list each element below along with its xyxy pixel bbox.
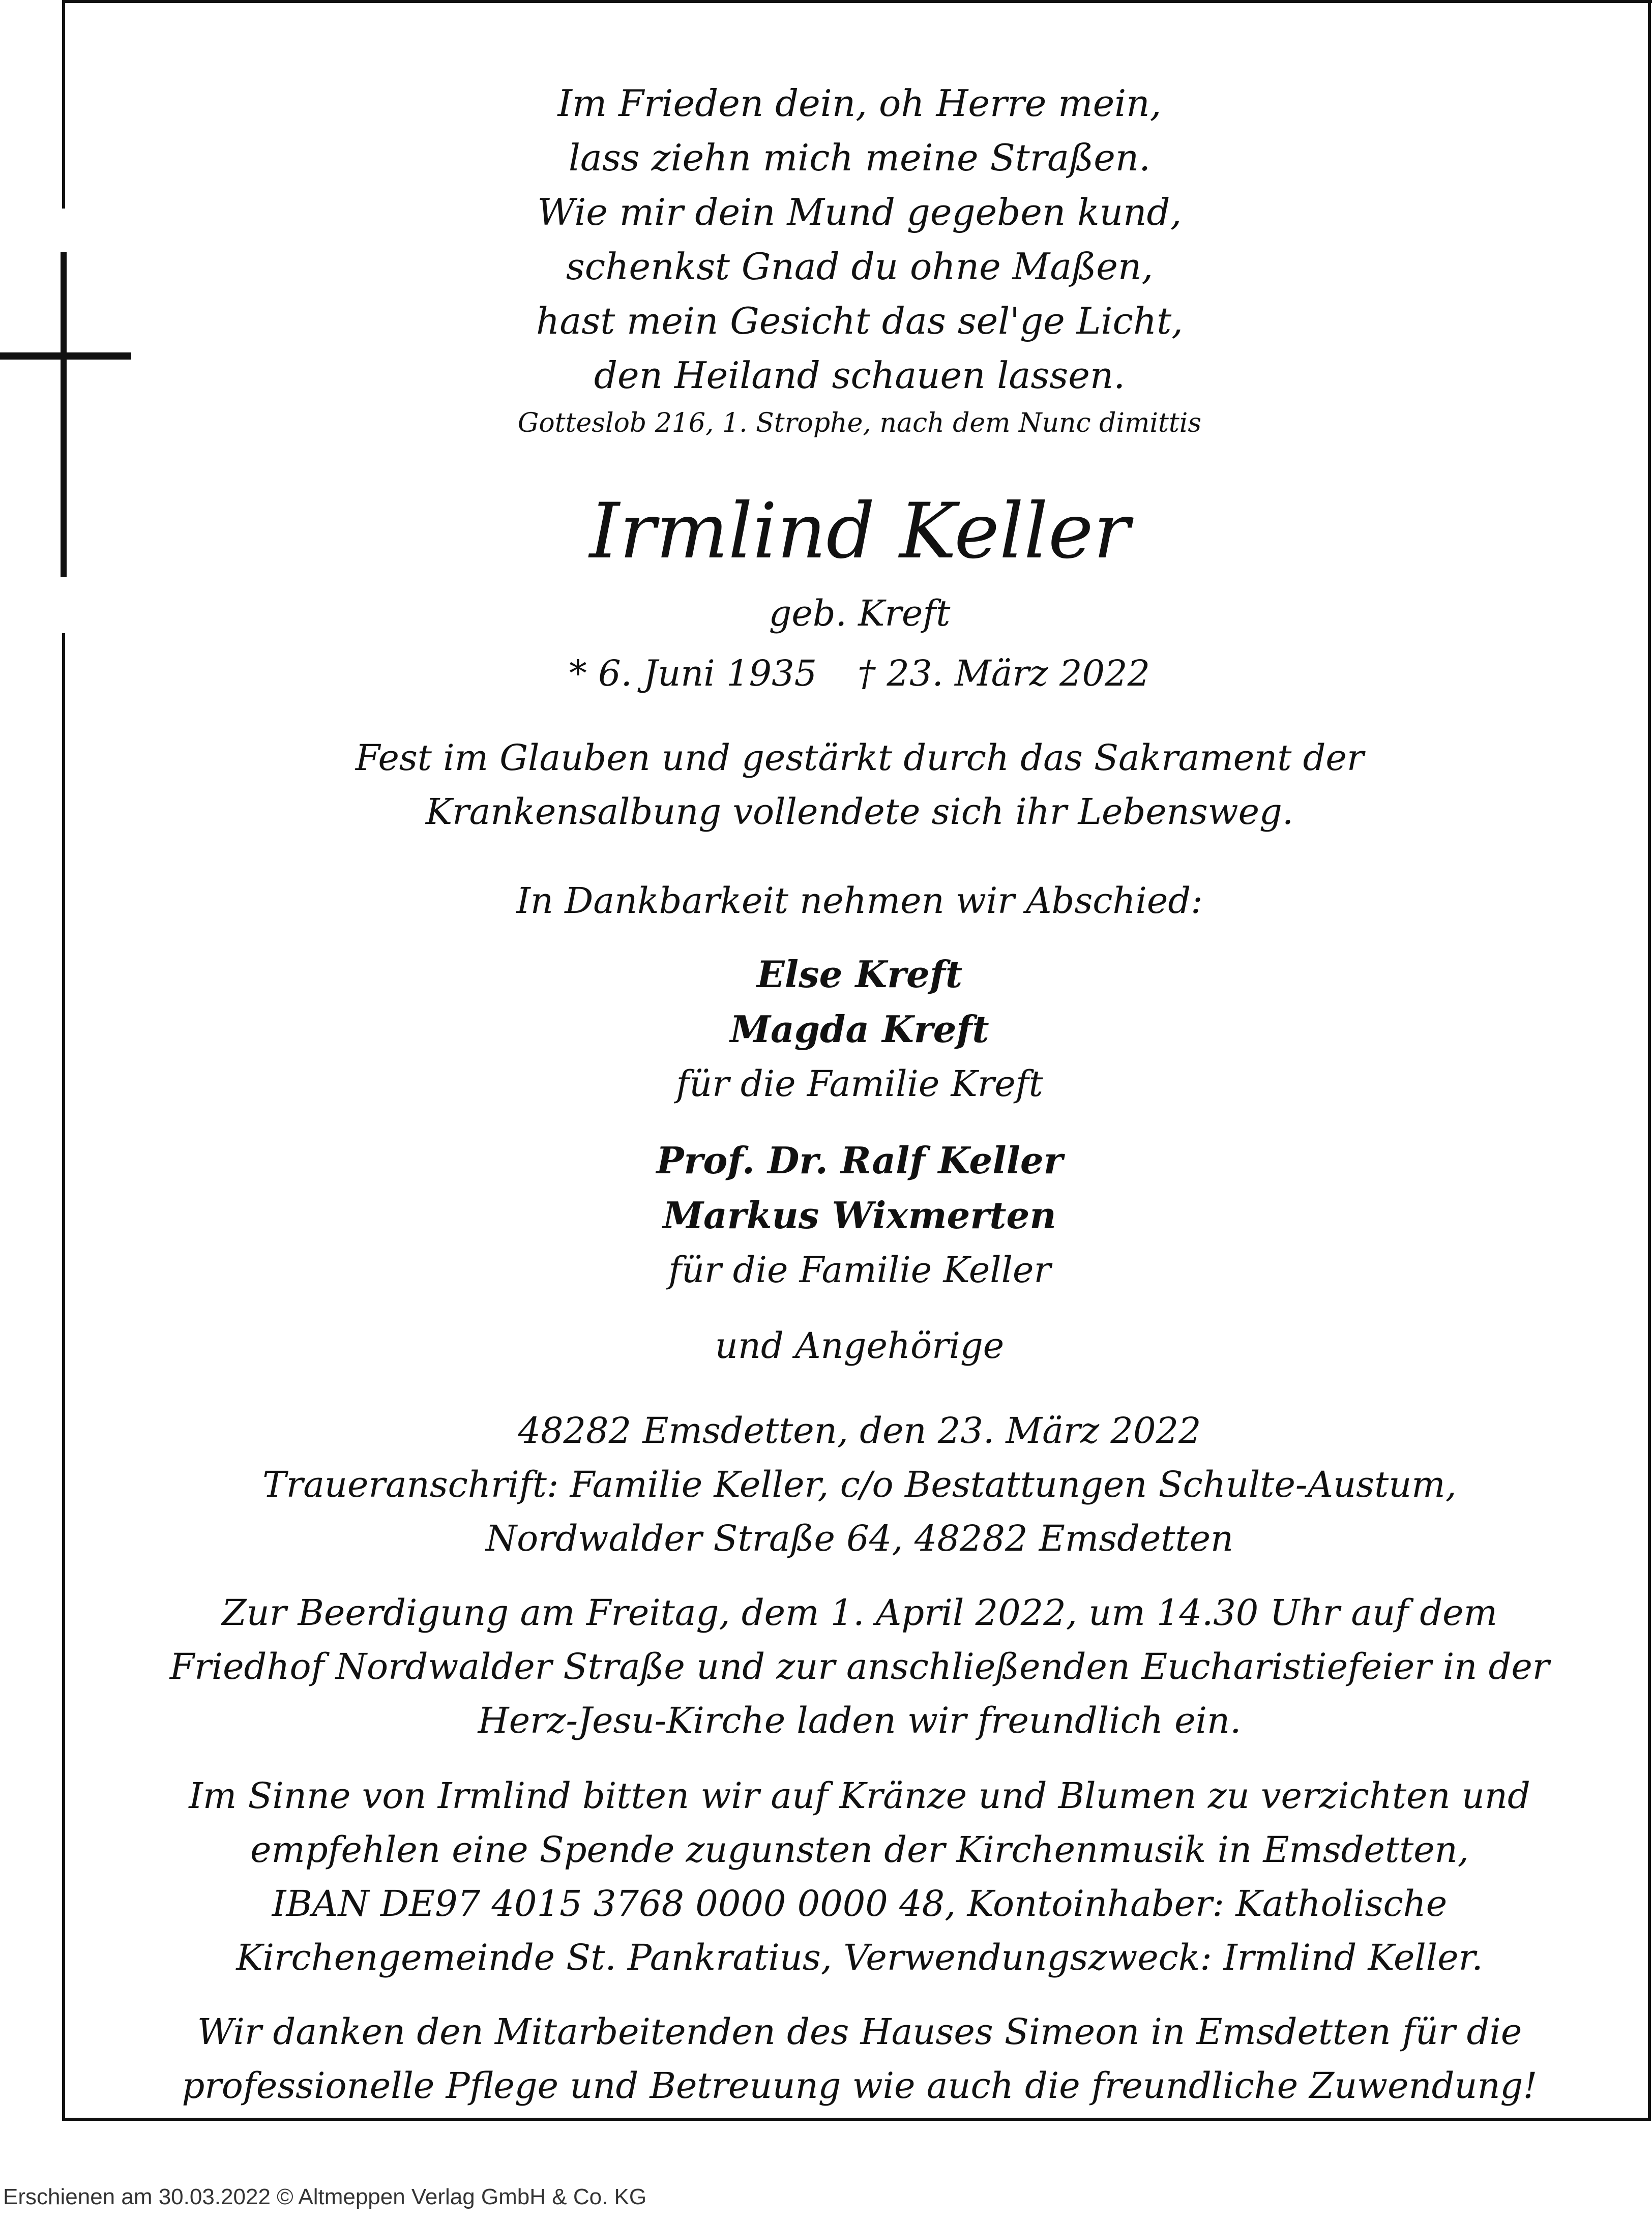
life-dates — [132, 646, 1587, 700]
statement-line: Fest im Glauben und gestärkt durch das Sakrament der — [355, 737, 1364, 779]
cross-vertical-bar — [61, 252, 67, 577]
thanks-line: Wir danken den Mitarbeitenden des Hauses Simeon in Emsdetten für die — [197, 2011, 1522, 2053]
donation-block — [132, 1769, 1587, 1984]
mourners-group-kreft — [132, 947, 1587, 1111]
statement-line: Krankensalbung vollendete sich ihr Lebensweg. — [425, 791, 1294, 833]
frame-top-border — [62, 0, 1652, 3]
mourner-name: Else Kreft — [756, 953, 963, 996]
poem-line: Im Frieden dein, oh Herre mein, — [557, 82, 1162, 125]
frame-bottom-border — [62, 2118, 1651, 2121]
funeral-line: Zur Beerdigung am Freitag, dem 1. April 2022, um 14.30 Uhr auf dem — [222, 1592, 1497, 1634]
funeral-line: Friedhof Nordwalder Straße und zur anschließenden Eucharistiefeier in der — [169, 1646, 1550, 1687]
birth-date: * 6. Juni 1935 — [569, 653, 817, 694]
faith-statement — [132, 731, 1587, 839]
poem-line: Wie mir dein Mund gegeben kund, — [537, 191, 1182, 233]
frame-left-border-lower — [62, 633, 65, 2121]
frame-left-border-upper — [62, 0, 65, 209]
mourning-address: Nordwalder Straße 64, 48282 Emsdetten — [485, 1518, 1234, 1559]
death-date: † 23. März 2022 — [858, 653, 1150, 694]
donation-line: Im Sinne von Irmlind bitten wir auf Kränze und Blumen zu verzichten und — [189, 1775, 1530, 1817]
deceased-block — [132, 481, 1587, 700]
frame-right-border — [1648, 0, 1651, 2121]
poem-line: den Heiland schauen lassen. — [594, 354, 1126, 397]
mourner-name: Markus Wixmerten — [663, 1194, 1056, 1237]
poem-line: hast mein Gesicht das sel'ge Licht, — [536, 300, 1184, 342]
relatives: und Angehörige — [715, 1325, 1005, 1367]
footer-copyright: Erschienen am 30.03.2022 © Altmeppen Verlag GmbH & Co. KG — [3, 2184, 647, 2209]
thanks-block — [132, 2005, 1587, 2113]
place-date: 48282 Emsdetten, den 23. März 2022 — [518, 1410, 1201, 1451]
mourner-family-note: für die Familie Keller — [668, 1249, 1051, 1291]
cross-horizontal-bar — [0, 352, 131, 360]
address-block — [132, 1404, 1587, 1565]
donation-line: IBAN DE97 4015 3768 0000 0000 48, Kontoinhaber: Katholische — [272, 1883, 1448, 1924]
funeral-block — [132, 1586, 1587, 1747]
mourners-group-keller — [132, 1133, 1587, 1297]
funeral-line: Herz-Jesu-Kirche laden wir freundlich ein. — [478, 1700, 1242, 1741]
maiden-name: geb. Kreft — [769, 592, 951, 634]
donation-line: empfehlen eine Spende zugunsten der Kirchenmusik in Emsdetten, — [250, 1829, 1469, 1871]
mourner-family-note: für die Familie Kreft — [676, 1063, 1043, 1105]
poem — [132, 76, 1587, 443]
mourner-name: Prof. Dr. Ralf Keller — [656, 1139, 1063, 1182]
deceased-name: Irmlind Keller — [589, 487, 1130, 576]
poem-line: schenkst Gnad du ohne Maßen, — [566, 245, 1154, 288]
farewell-intro: In Dankbarkeit nehmen wir Abschied: — [516, 880, 1203, 922]
mourning-address: Traueranschrift: Familie Keller, c/o Bestattungen Schulte-Austum, — [262, 1464, 1457, 1505]
donation-line: Kirchengemeinde St. Pankratius, Verwendungszweck: Irmlind Keller. — [236, 1937, 1483, 1978]
thanks-line: professionelle Pflege und Betreuung wie auch die freundliche Zuwendung! — [182, 2065, 1538, 2107]
mourner-name: Magda Kreft — [730, 1008, 989, 1051]
poem-source: Gotteslob 216, 1. Strophe, nach dem Nunc dimittis — [517, 408, 1202, 438]
poem-line: lass ziehn mich meine Straßen. — [568, 136, 1151, 179]
